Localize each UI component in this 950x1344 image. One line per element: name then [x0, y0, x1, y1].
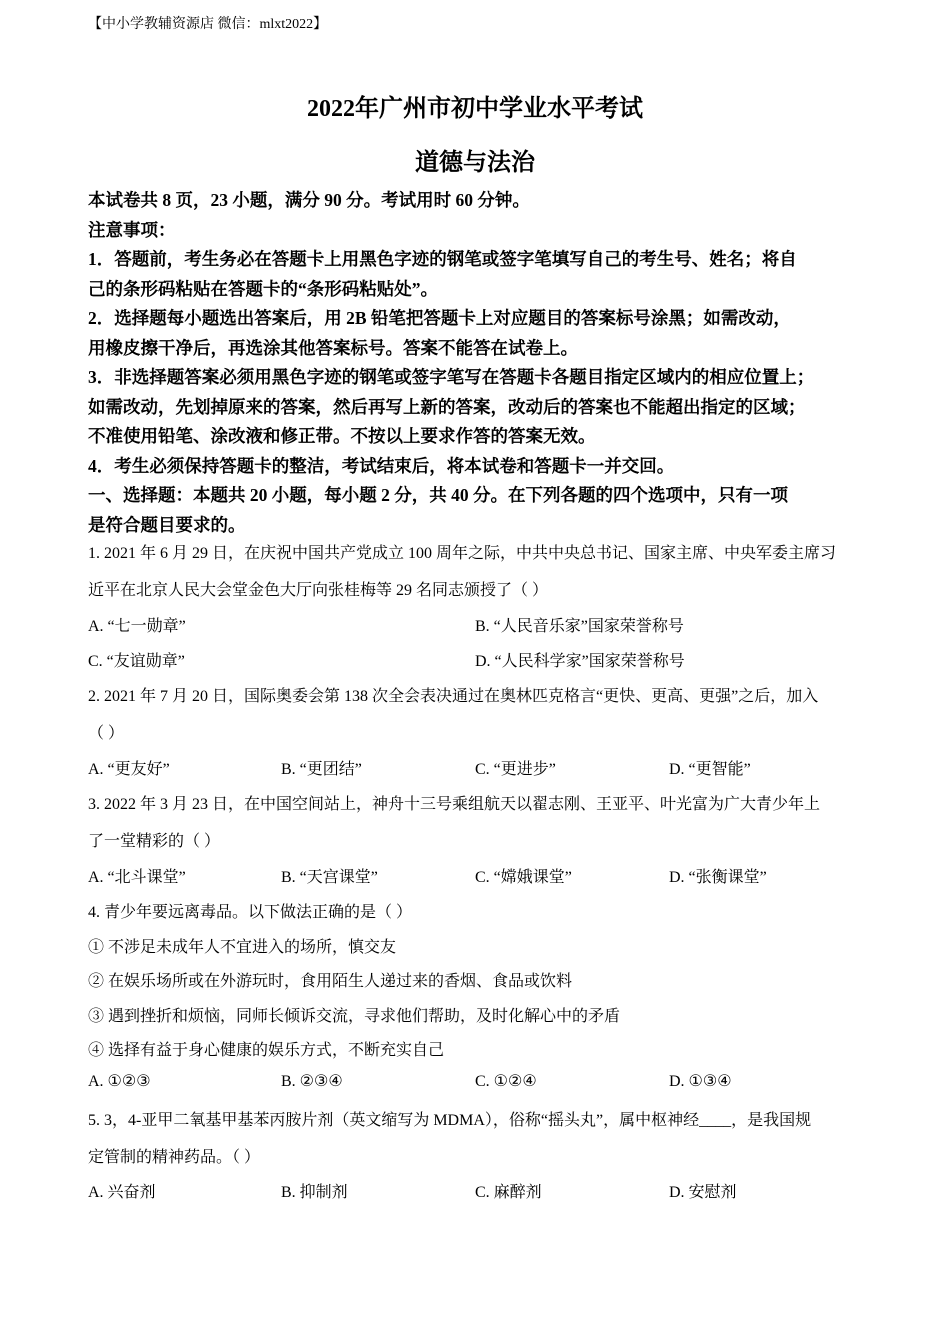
- instruction-3-line-1: 3．非选择题答案必须用黑色字迹的钢笔或签字笔写在答题卡各题目指定区域内的相应位置上；: [88, 367, 815, 387]
- instructions-intro: 本试卷共 8 页，23 小题，满分 90 分。考试用时 60 分钟。: [88, 190, 530, 210]
- question-2-option-a: A. “更友好”: [88, 761, 170, 778]
- question-3-stem-line-1: 3. 2022 年 3 月 23 日，在中国空间站上，神舟十三号乘组航天以翟志刚、王亚平、叶光富为广大青少年上: [88, 796, 821, 813]
- question-5-stem-line-1: 5. 3，4-亚甲二氧基甲基苯丙胺片剂（英文缩写为 MDMA），俗称“摇头丸”，属中枢神经____，是我国规: [88, 1112, 812, 1129]
- section-1-heading-line-1: 一、选择题：本题共 20 小题，每小题 2 分，共 40 分。在下列各题的四个选项中，只有一项: [88, 485, 788, 505]
- question-5-option-c: C. 麻醉剂: [475, 1184, 542, 1201]
- question-2-stem-line-2: （ ）: [88, 725, 125, 742]
- question-5-option-b: B. 抑制剂: [281, 1184, 348, 1201]
- instruction-3-line-3: 不准使用铅笔、涂改液和修正带。不按以上要求作答的答案无效。: [88, 426, 596, 446]
- question-5-option-d: D. 安慰剂: [669, 1184, 737, 1201]
- instructions: [88, 186, 878, 540]
- question-4-statement-1: ① 不涉足未成年人不宜进入的场所，慎交友: [88, 939, 397, 956]
- question-5-stem-line-2: 定管制的精神药品。（ ）: [88, 1149, 261, 1166]
- instruction-3-line-2: 如需改动，先划掉原来的答案，然后再写上新的答案，改动后的答案也不能超出指定的区域；: [88, 396, 806, 417]
- question-4-option-b: B. ②③④: [281, 1073, 343, 1090]
- question-2-option-c: C. “更进步”: [475, 761, 556, 778]
- question-2-option-d: D. “更智能”: [669, 761, 751, 778]
- question-1-option-a: A. “七一勋章”: [88, 618, 186, 635]
- instructions-heading: 注意事项：: [88, 219, 176, 240]
- question-3-option-a: A. “北斗课堂”: [88, 869, 186, 886]
- instruction-4: 4．考生必须保持答题卡的整洁，考试结束后，将本试卷和答题卡一并交回。: [88, 455, 675, 476]
- question-3-stem-line-2: 了一堂精彩的（ ）: [88, 833, 221, 850]
- question-1-stem-line-1: 1. 2021 年 6 月 29 日，在庆祝中国共产党成立 100 周年之际，中共中央总书记、国家主席、中央军委主席习: [88, 545, 837, 562]
- question-4-option-d: D. ①③④: [669, 1073, 732, 1090]
- instruction-2-line-2: 用橡皮擦干净后，再选涂其他答案标号。答案不能答在试卷上。: [88, 337, 578, 358]
- instruction-2-line-1: 2．选择题每小题选出答案后，用 2B 铅笔把答题卡上对应题目的答案标号涂黑；如需改动，: [88, 308, 791, 328]
- question-5-option-a: A. 兴奋剂: [88, 1184, 156, 1201]
- question-1-option-d: D. “人民科学家”国家荣誉称号: [475, 653, 685, 670]
- question-4-stem: 4. 青少年要远离毒品。以下做法正确的是（ ）: [88, 904, 413, 921]
- question-1-option-c: C. “友谊勋章”: [88, 653, 185, 670]
- instruction-1-line-1: 1．答题前，考生务必在答题卡上用黑色字迹的钢笔或签字笔填写自己的考生号、姓名；将自: [88, 249, 797, 269]
- question-3-option-b: B. “天宫课堂”: [281, 869, 378, 886]
- question-4-statement-2: ② 在娱乐场所或在外游玩时，食用陌生人递过来的香烟、食品或饮料: [88, 973, 573, 990]
- question-1-option-b: B. “人民音乐家”国家荣誉称号: [475, 618, 684, 635]
- watermark: 【中小学教辅资源店 微信：mlxt2022】: [88, 17, 328, 32]
- question-4-statement-4: ④ 选择有益于身心健康的娱乐方式，不断充实自己: [88, 1042, 445, 1059]
- question-3-option-c: C. “嫦娥课堂”: [475, 869, 572, 886]
- question-4-option-a: A. ①②③: [88, 1073, 151, 1090]
- question-2-stem-line-1: 2. 2021 年 7 月 20 日，国际奥委会第 138 次全会表决通过在奥林匹克格言“更快、更高、更强”之后，加入: [88, 688, 819, 705]
- exam-subtitle: 道德与法治: [415, 150, 535, 176]
- question-4-statement-3: ③ 遇到挫折和烦恼，同师长倾诉交流，寻求他们帮助，及时化解心中的矛盾: [88, 1008, 621, 1025]
- exam-title: 2022年广州市初中学业水平考试: [307, 96, 643, 122]
- question-3-option-d: D. “张衡课堂”: [669, 869, 767, 886]
- question-2-option-b: B. “更团结”: [281, 761, 362, 778]
- question-1-stem-line-2: 近平在北京人民大会堂金色大厅向张桂梅等 29 名同志颁授了（ ）: [88, 582, 549, 599]
- section-1-heading-line-2: 是符合题目要求的。: [88, 514, 246, 535]
- instruction-1-line-2: 己的条形码粘贴在答题卡的“条形码粘贴处”。: [88, 278, 438, 299]
- question-4-option-c: C. ①②④: [475, 1073, 537, 1090]
